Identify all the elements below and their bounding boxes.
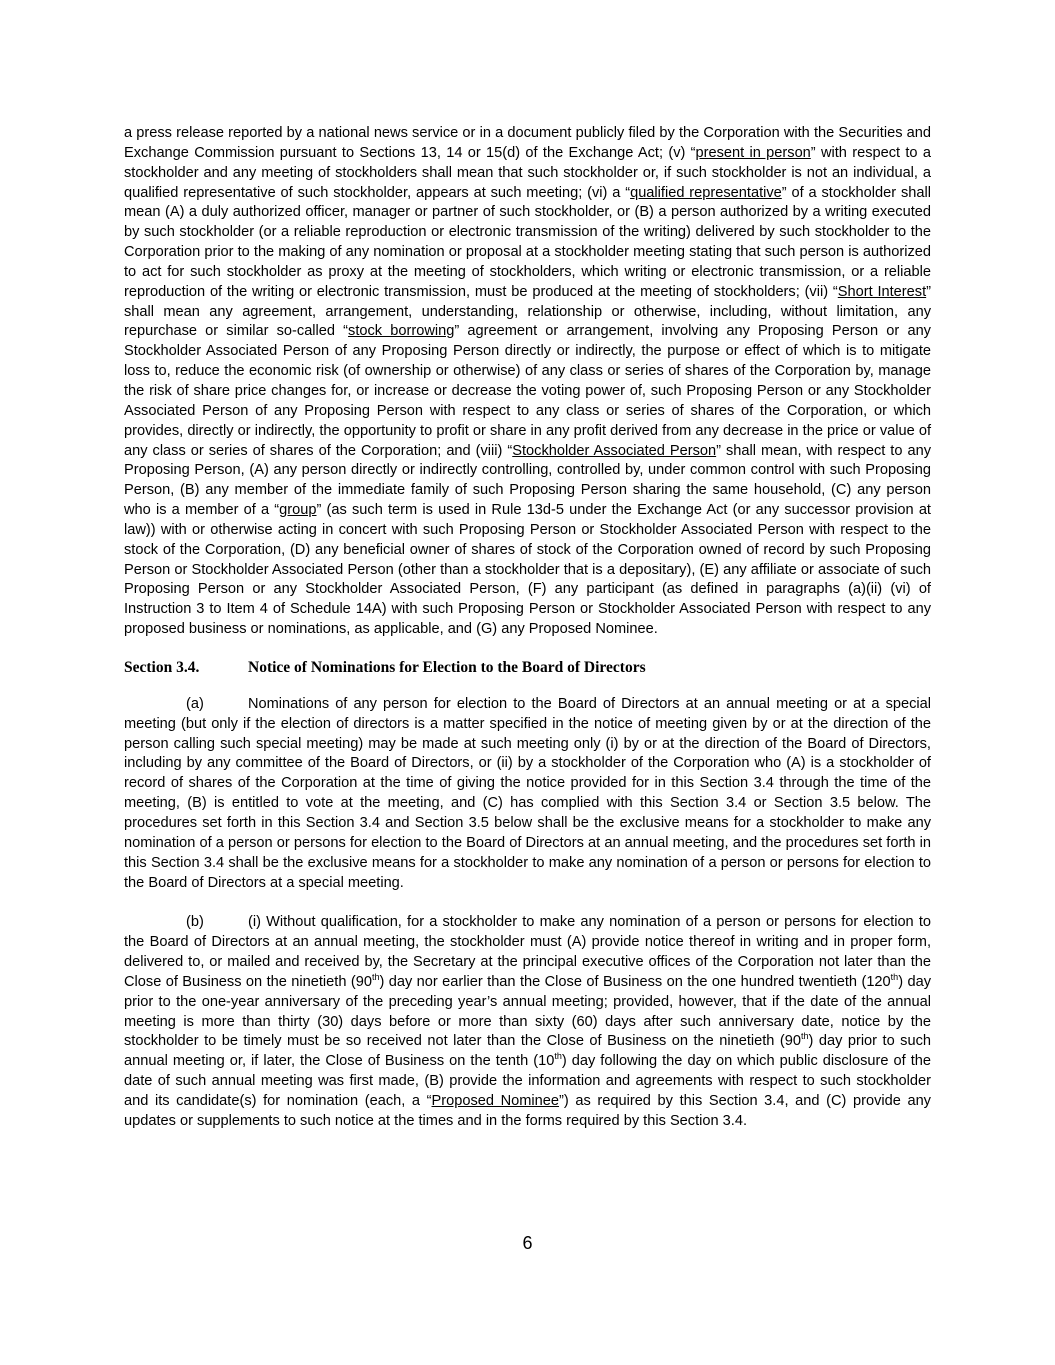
text-segment: ) day prior to such annual meeting or, if later, the Close of Business on the tenth (10 (124, 1033, 931, 1070)
ordinal-suffix: th (800, 1031, 809, 1042)
text-segment: ”) as required by this Section 3.4, and (C) provide any updates or supplements to such notice at the times and in the forms required by this Section 3.4. (124, 1092, 931, 1129)
section-heading (124, 659, 931, 677)
text-segment: ) day nor earlier than the Close of Business on the one hundred twentieth (120 (379, 973, 891, 990)
defined-term-present-in-person: present in person (695, 144, 811, 161)
text-segment: ” shall mean any agreement, arrangement, understanding, relationship or otherwise, including, without limitation, any repurchase or similar so-called “ (124, 283, 932, 340)
defined-term-proposed-nominee: Proposed Nominee (431, 1092, 560, 1109)
ordinal-suffix: th (890, 972, 899, 983)
defined-term-group: group (279, 502, 317, 519)
defined-term-short-interest: Short Interest (837, 283, 927, 300)
section-number: Section 3.4. (124, 658, 200, 676)
text-segment: a press release reported by a national news service or in a document publicly filed by the Corporation with the Securities and Exchange Commission pursuant to Sections 13, 14 or 15(d) of the Exchange Act; (v) “ (124, 125, 931, 161)
paragraph-b (124, 913, 931, 1131)
section-title: Notice of Nominations for Election to the Board of Directors (248, 658, 646, 676)
paragraph-a (124, 695, 931, 893)
paragraph-a-label: (a) (186, 695, 204, 712)
paragraph-a-text: Nominations of any person for election to the Board of Directors at an annual meeting or at a special meeting (but only if the election of directors is a matter specified in the notice of meeting given by or at the direction of the person calling such special meeting) may be made at such meeting only (i) by or at the direction of the Board of Directors, including by any committee of the Board of Directors, or (ii) by a stockholder of the Corporation who (A) is a stockholder of record of shares of the Corporation at the time of giving the notice provided for in this Section 3.4 through the time of the meeting, (B) is entitled to vote at the meeting, and (C) has complied with this Section 3.4 or Section 3.5 below. The procedures set forth in this Section 3.4 and Section 3.5 below shall be the exclusive means for a stockholder to make any nomination of a person or persons for election to the Board of Directors at an annual meeting, and the procedures set forth in this Section 3.4 shall be the exclusive means for a stockholder to make any nomination of a person or persons for election to the Board of Directors at a special meeting. (124, 695, 931, 891)
text-segment: ” shall mean, with respect to any Proposing Person, (A) any person directly or indirectly controlling, controlled by, under common control with such Proposing Person, (B) any member of the immediate family of such Proposing Person sharing the same household, (C) any person who is a member of a “ (124, 442, 931, 519)
defined-term-qualified-representative: qualified representative (630, 184, 782, 201)
document-page (124, 124, 931, 1132)
text-segment: ” with respect to a stockholder and any meeting of stockholders shall mean that such stockholder or, if such stockholder is not an individual, a qualified representative of such stockholder, appears at such meeting; (vi) a “ (124, 144, 931, 201)
text-segment: ) day following the day on which public disclosure of the date of such annual meeting was first made, (B) provide the information and agreements with respect to such stockholder and its candidate(s) for nomination (each, a “ (124, 1053, 931, 1109)
defined-term-stockholder-associated-person: Stockholder Associated Person (512, 442, 717, 459)
text-segment: (i) Without qualification, for a stockholder to make any nomination of a person or persons for election to the Board of Directors at an annual meeting, the stockholder must (A) provide notice thereof in writing and in proper form, delivered to, or mailed and received by, the Secretary at the principal executive offices of the Corporation not later than the Close of Business on the ninetieth (90 (124, 914, 931, 990)
defined-term-stock-borrowing: stock borrowing (348, 323, 455, 340)
ordinal-suffix: th (371, 972, 380, 983)
page-number: 6 (522, 1233, 533, 1253)
text-segment: ” of a stockholder shall mean (A) a duly authorized officer, manager or partner of such stockholder, or (B) a person authorized by a writing executed by such stockholder (or a reliable reproduction or electronic transmission of the writing) delivered by such stockholder to the Corporation prior to the making of any nomination or proposal at a stockholder meeting stating that such person is authorized to act for such stockholder as proxy at the meeting of stockholders, which writing or electronic transmission, or a reliable reproduction of the writing or electronic transmission, must be produced at the meeting of stockholders; (vii) “ (124, 184, 931, 300)
text-segment: ) day prior to the one-year anniversary of the preceding year’s annual meeting; provided, however, that if the date of the annual meeting is more than thirty (30) days before or more than sixty (60) days after such anniversary date, notice by the stockholder to be timely must be so received not later than the Close of Business on the ninetieth (90 (124, 973, 931, 1050)
definitions-paragraph (124, 124, 931, 640)
text-segment: ” (as such term is used in Rule 13d-5 under the Exchange Act (or any successor provision at law)) with or otherwise acting in concert with such Proposing Person or Stockholder Associated Person with respect to the stock of the Corporation, (D) any beneficial owner of shares of stock of the Corporation owned of record by such Proposing Person or Stockholder Associated Person (other than a stockholder that is a depositary), (E) any affiliate or associate of such Proposing Person or any Stockholder Associated Person, (F) any participant (as defined in paragraphs (a)(ii) (vi) of Instruction 3 to Item 4 of Schedule 14A) with such Proposing Person or Stockholder Associated Person with respect to any proposed business or nominations, as applicable, and (G) any Proposed Nominee. (124, 502, 931, 638)
ordinal-suffix: th (554, 1051, 562, 1062)
text-segment: ” agreement or arrangement, involving any Proposing Person or any Stockholder Associated Person of any Proposing Person directly or indirectly, the purpose or effect of which is to mitigate loss to, reduce the economic risk (of ownership or otherwise) of any class or series of shares of the Corporation by, manage the risk of share price changes for, or increase or decrease the voting power of, such Proposing Person or any Stockholder Associated Person of any Proposing Person with respect to any class or series of shares of the Corporation, or which provides, directly or indirectly, the opportunity to profit or share in any profit derived from any decrease in the price or value of any class or series of shares of the Corporation; and (viii) “ (124, 323, 931, 459)
paragraph-b-label: (b) (186, 914, 204, 931)
